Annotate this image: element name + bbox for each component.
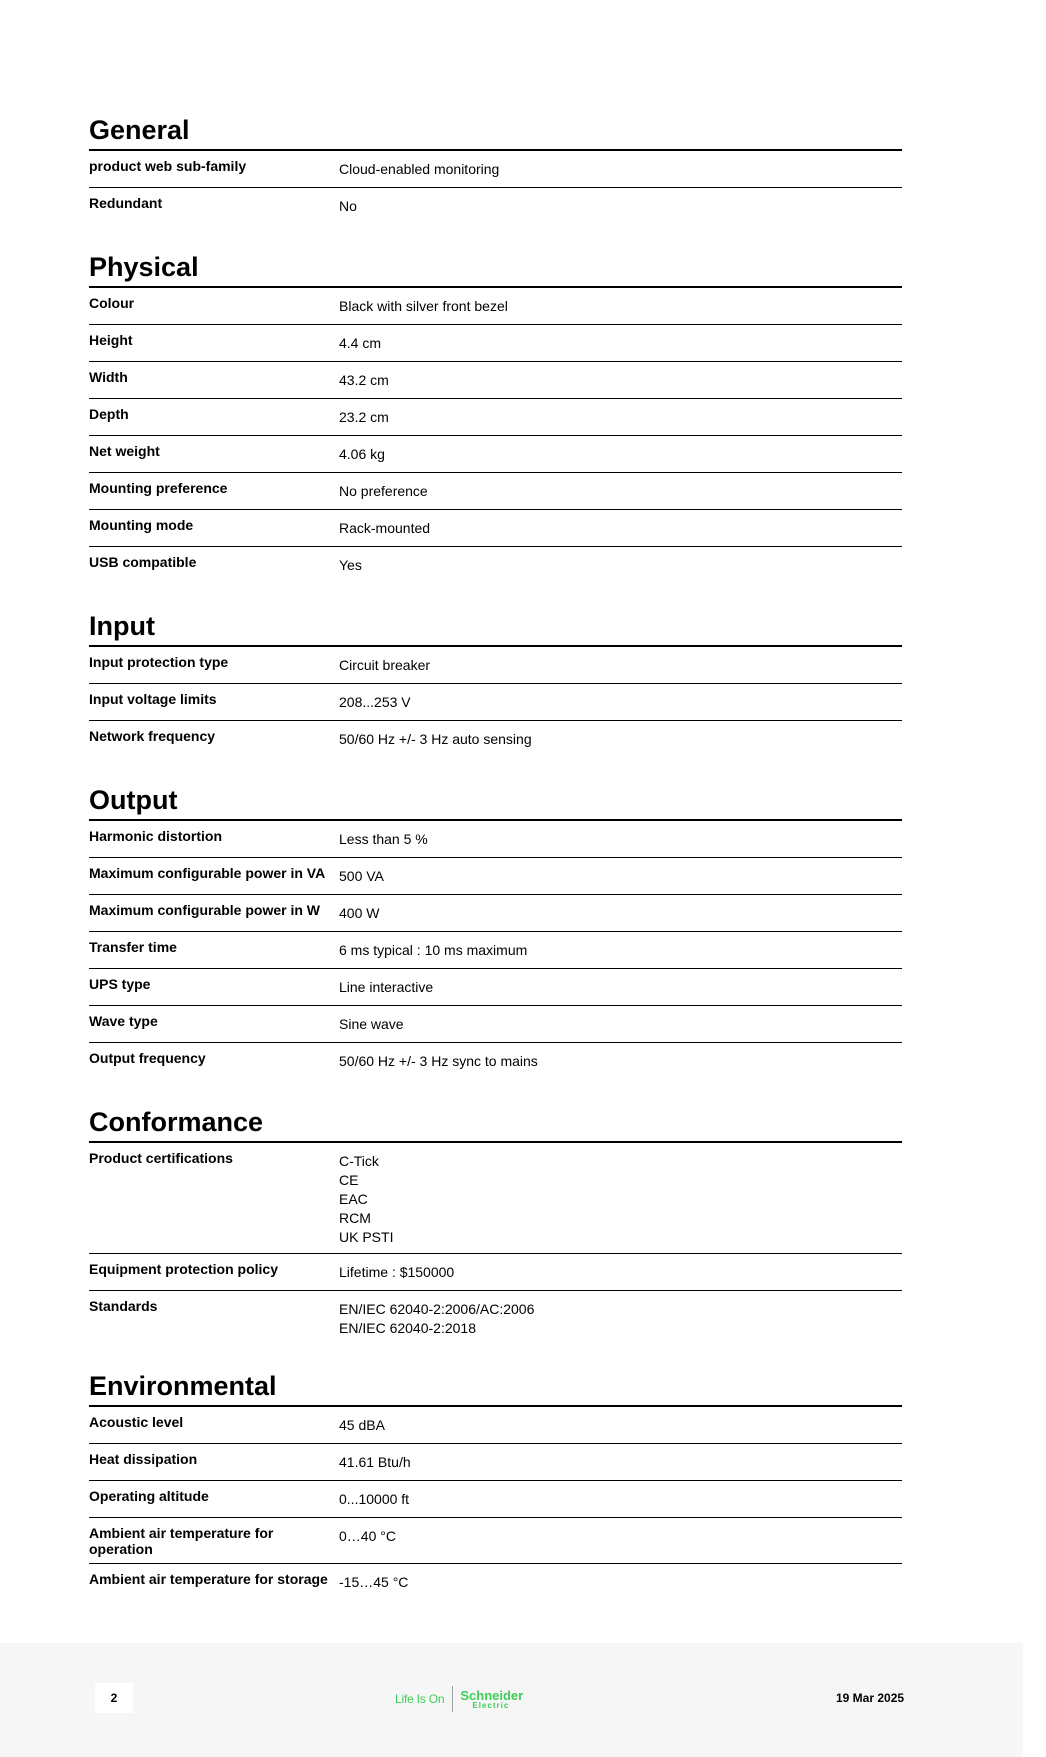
spec-values xyxy=(339,406,389,429)
spec-row xyxy=(89,932,902,969)
spec-label: UPS type xyxy=(89,976,151,992)
spec-label: Mounting preference xyxy=(89,480,228,496)
spec-value: Black with silver front bezel xyxy=(339,298,508,314)
spec-row xyxy=(89,821,902,858)
spec-value: Sine wave xyxy=(339,1016,404,1032)
spec-values xyxy=(339,554,362,578)
spec-table xyxy=(89,1407,902,1601)
spec-value: 50/60 Hz +/- 3 Hz sync to mains xyxy=(339,1053,538,1069)
spec-value: 50/60 Hz +/- 3 Hz auto sensing xyxy=(339,731,532,747)
spec-table xyxy=(89,821,902,1080)
spec-value: UK PSTI xyxy=(339,1229,394,1245)
spec-values xyxy=(339,902,379,925)
spec-value: Cloud-enabled monitoring xyxy=(339,161,500,177)
spec-values xyxy=(339,654,430,677)
spec-row xyxy=(89,1291,902,1344)
spec-value: RCM xyxy=(339,1210,371,1226)
spec-row xyxy=(89,647,902,684)
section-title: Conformance xyxy=(89,1106,902,1143)
spec-value: No xyxy=(339,198,357,214)
spec-values xyxy=(339,865,384,888)
spec-label: Ambient air temperature for storage xyxy=(89,1571,328,1587)
spec-value: Line interactive xyxy=(339,979,434,995)
spec-value: Less than 5 % xyxy=(339,831,428,847)
spec-content xyxy=(89,114,902,1601)
spec-row xyxy=(89,288,902,325)
spec-label: Maximum configurable power in VA xyxy=(89,865,326,881)
footer-tagline: Life Is On xyxy=(395,1692,445,1706)
brand-wordmark xyxy=(453,1689,523,1710)
spec-values xyxy=(339,939,527,962)
spec-values xyxy=(339,369,389,392)
section-title: Output xyxy=(89,784,902,821)
section-general xyxy=(89,114,902,225)
spec-label: Equipment protection policy xyxy=(89,1261,279,1277)
spec-values xyxy=(339,332,381,355)
footer-date: 19 Mar 2025 xyxy=(836,1691,905,1705)
spec-row xyxy=(89,858,902,895)
spec-values xyxy=(339,443,385,466)
spec-row xyxy=(89,473,902,510)
spec-value: EAC xyxy=(339,1191,368,1207)
spec-values xyxy=(339,1571,408,1595)
spec-values xyxy=(339,295,508,318)
spec-label: Transfer time xyxy=(89,939,177,955)
spec-value: EN/IEC 62040-2:2006/AC:2006 xyxy=(339,1301,535,1317)
spec-values xyxy=(339,1414,385,1437)
spec-row xyxy=(89,325,902,362)
spec-label: Maximum configurable power in W xyxy=(89,902,321,918)
section-input xyxy=(89,610,902,758)
spec-row xyxy=(89,399,902,436)
spec-value: -15…45 °C xyxy=(339,1574,409,1590)
spec-table xyxy=(89,151,902,225)
spec-row xyxy=(89,721,902,758)
spec-value: C-Tick xyxy=(339,1153,379,1169)
spec-label: Standards xyxy=(89,1298,158,1314)
page-number: 2 xyxy=(95,1683,133,1713)
spec-row xyxy=(89,1254,902,1291)
spec-table xyxy=(89,1143,902,1344)
spec-label: Network frequency xyxy=(89,728,216,744)
brand-name: Schneider xyxy=(460,1687,524,1703)
spec-value: 4.06 kg xyxy=(339,446,385,462)
spec-values xyxy=(339,1488,409,1511)
spec-label: Mounting mode xyxy=(89,517,194,533)
spec-row xyxy=(89,362,902,399)
spec-values xyxy=(339,1451,411,1474)
spec-row xyxy=(89,1518,902,1564)
spec-label: Net weight xyxy=(89,443,160,459)
section-title: Input xyxy=(89,610,902,647)
spec-row xyxy=(89,547,902,584)
spec-row xyxy=(89,1444,902,1481)
spec-values xyxy=(339,1050,538,1074)
spec-value: No preference xyxy=(339,483,428,499)
spec-label: Wave type xyxy=(89,1013,158,1029)
section-conformance xyxy=(89,1106,902,1344)
spec-row xyxy=(89,510,902,547)
spec-label: Heat dissipation xyxy=(89,1451,198,1467)
section-physical xyxy=(89,251,902,584)
spec-label: Operating altitude xyxy=(89,1488,209,1504)
spec-row xyxy=(89,684,902,721)
spec-value: 43.2 cm xyxy=(339,372,389,388)
spec-values xyxy=(339,728,532,752)
spec-value: 6 ms typical : 10 ms maximum xyxy=(339,942,528,958)
spec-values xyxy=(339,1525,396,1557)
spec-values xyxy=(339,1261,454,1284)
spec-row xyxy=(89,1564,902,1601)
spec-value: Yes xyxy=(339,557,362,573)
spec-label: Input protection type xyxy=(89,654,229,670)
spec-label: Output frequency xyxy=(89,1050,206,1066)
spec-table xyxy=(89,288,902,584)
spec-label: Colour xyxy=(89,295,135,311)
spec-value: Lifetime : $150000 xyxy=(339,1264,455,1280)
spec-value: 0...10000 ft xyxy=(339,1491,410,1507)
spec-value: 45 dBA xyxy=(339,1417,385,1433)
spec-row xyxy=(89,1043,902,1080)
spec-row xyxy=(89,151,902,188)
spec-values xyxy=(339,1150,393,1247)
spec-table xyxy=(89,647,902,758)
spec-row xyxy=(89,895,902,932)
spec-values xyxy=(339,691,411,714)
spec-value: 4.4 cm xyxy=(339,335,382,351)
spec-row xyxy=(89,436,902,473)
page-footer xyxy=(0,1643,1023,1757)
section-title: Environmental xyxy=(89,1370,902,1407)
spec-row xyxy=(89,1407,902,1444)
spec-values xyxy=(339,1298,534,1338)
spec-row xyxy=(89,188,902,225)
spec-label: Harmonic distortion xyxy=(89,828,223,844)
spec-label: USB compatible xyxy=(89,554,197,570)
spec-label: Input voltage limits xyxy=(89,691,217,707)
spec-label: Redundant xyxy=(89,195,163,211)
spec-values xyxy=(339,828,428,851)
spec-row xyxy=(89,1006,902,1043)
section-title: General xyxy=(89,114,902,151)
spec-label: Product certifications xyxy=(89,1150,233,1166)
spec-value: Rack-mounted xyxy=(339,520,431,536)
spec-label: Acoustic level xyxy=(89,1414,184,1430)
spec-label: Ambient air temperature for operation xyxy=(89,1525,274,1557)
spec-label: Depth xyxy=(89,406,129,422)
spec-value: CE xyxy=(339,1172,359,1188)
spec-values xyxy=(339,976,433,999)
spec-row xyxy=(89,1143,902,1254)
spec-values xyxy=(339,158,499,181)
spec-value: 208...253 V xyxy=(339,694,411,710)
spec-label: product web sub-family xyxy=(89,158,247,174)
spec-values xyxy=(339,195,357,219)
spec-label: Width xyxy=(89,369,128,385)
spec-value: 400 W xyxy=(339,905,380,921)
brand-sub: Electric xyxy=(472,1700,510,1710)
spec-value: 500 VA xyxy=(339,868,384,884)
section-output xyxy=(89,784,902,1080)
section-environmental xyxy=(89,1370,902,1601)
schneider-logo xyxy=(395,1685,523,1713)
spec-label: Height xyxy=(89,332,133,348)
spec-value: 41.61 Btu/h xyxy=(339,1454,411,1470)
spec-values xyxy=(339,1013,404,1036)
spec-row xyxy=(89,969,902,1006)
spec-values xyxy=(339,517,430,540)
spec-value: 0…40 °C xyxy=(339,1528,396,1544)
spec-value: 23.2 cm xyxy=(339,409,389,425)
spec-value: EN/IEC 62040-2:2018 xyxy=(339,1320,476,1336)
spec-values xyxy=(339,480,428,503)
spec-row xyxy=(89,1481,902,1518)
spec-value: Circuit breaker xyxy=(339,657,431,673)
section-title: Physical xyxy=(89,251,902,288)
